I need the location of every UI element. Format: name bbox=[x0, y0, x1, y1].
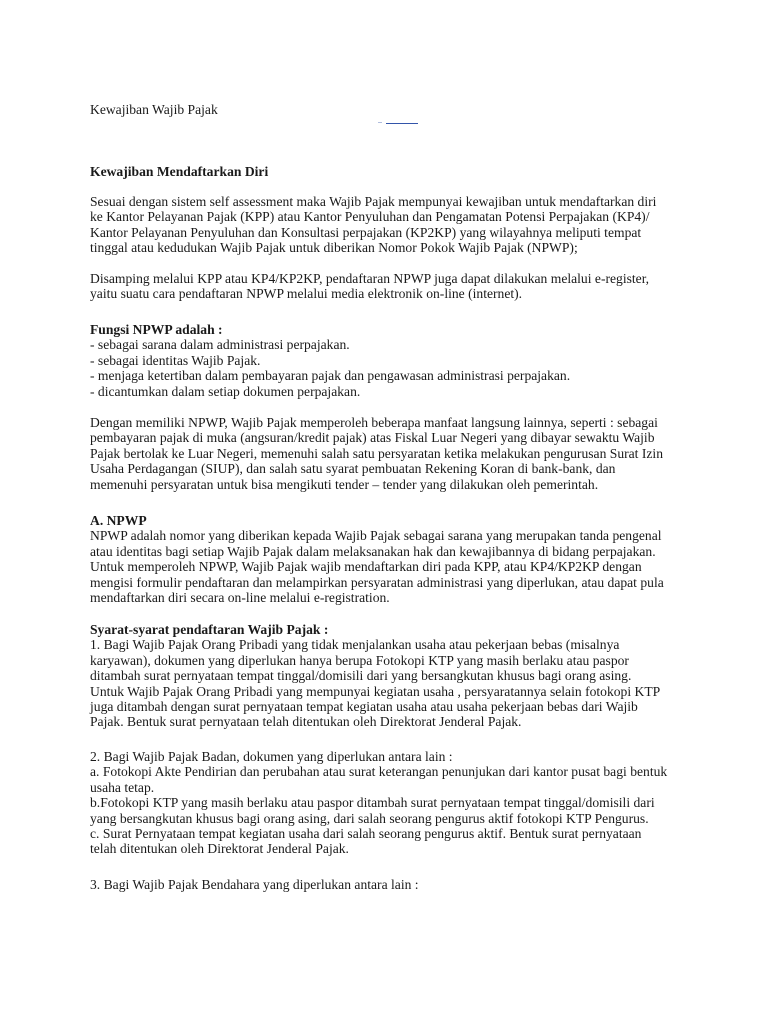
text-line: - menjaga ketertiban dalam pembayaran pajak dan pengawasan administrasi perpajakan. bbox=[90, 368, 571, 384]
text-line: usaha tetap. bbox=[90, 779, 155, 795]
text-line: a. Fotokopi Akte Pendirian dan perubahan atau surat keterangan penunjukan dari kantor pusat bagi bentuk bbox=[90, 764, 668, 780]
text-line: Usaha Perdagangan (SIUP), dan salah satu syarat pembuatan Rekening Koran di bank-bank, dan bbox=[90, 461, 616, 477]
text-line: b.Fotokopi KTP yang masih berlaku atau paspor ditambah surat pernyataan tempat tinggal/domisili dari bbox=[90, 795, 655, 811]
text-line: c. Surat Pernyataan tempat kegiatan usaha dari salah seorang pengurus aktif. Bentuk surat pernyataan bbox=[90, 826, 642, 841]
text-line: tinggal atau kedudukan Wajib Pajak untuk diberikan Nomor Pokok Wajib Pajak (NPWP); bbox=[90, 240, 578, 256]
text-line: Untuk memperoleh NPWP, Wajib Pajak wajib mendaftarkan diri pada KPP, atau KP4/KP2KP dengan bbox=[90, 559, 642, 575]
doc-title: Kewajiban Wajib Pajak bbox=[90, 102, 218, 117]
text-line: NPWP adalah nomor yang diberikan kepada Wajib Pajak sebagai sarana yang merupakan tanda pengenal bbox=[90, 528, 662, 544]
section-heading: Kewajiban Mendaftarkan Diri bbox=[90, 164, 269, 179]
text-line: - sebagai identitas Wajib Pajak. bbox=[90, 352, 261, 368]
text-line: - sebagai sarana dalam administrasi perpajakan. bbox=[90, 337, 350, 353]
text-line: Dengan memiliki NPWP, Wajib Pajak memperoleh beberapa manfaat langsung lainnya, seperti : sebagai bbox=[90, 415, 658, 430]
text-line: memenuhi persyaratan untuk bisa mengikuti tender – tender yang dilakukan oleh pemerintah. bbox=[90, 476, 599, 492]
text-line: 1. Bagi Wajib Pajak Orang Pribadi yang tidak menjalankan usaha atau pekerjaan bebas (misalnya bbox=[90, 637, 620, 653]
text-line: Untuk Wajib Pajak Orang Pribadi yang mempunyai kegiatan usaha , persyaratannya selain fotokopi KTP bbox=[90, 683, 661, 699]
text-line: yaitu suatu cara pendaftaran NPWP melalui media elektronik on-line (internet). bbox=[90, 286, 523, 302]
text-line: 3. Bagi Wajib Pajak Bendahara yang diperlukan antara lain : bbox=[90, 877, 419, 892]
link-dots: .. bbox=[378, 116, 382, 125]
section-heading: A. NPWP bbox=[90, 513, 147, 528]
text-line: Pajak. Bentuk surat pernyataan telah ditentukan oleh Direktorat Jenderal Pajak. bbox=[90, 714, 522, 730]
text-line: ditambah surat pernyataan tempat tinggal/domisili dari yang bersangkutan khusus bagi orang asing. bbox=[90, 668, 632, 684]
text-line: Pajak bertolak ke Luar Negeri, memenuhi salah satu persyaratan ketika melakukan pengurusan Surat Izin bbox=[90, 445, 663, 461]
text-line: mengisi formulir pendaftaran dan melampirkan persyaratan administrasi yang diperlukan, atau dapat pula bbox=[90, 574, 664, 590]
text-line: pembayaran pajak di muka (angsuran/kredit pajak) atas Fiskal Luar Negeri yang dibayar sewaktu Wajib bbox=[90, 430, 655, 446]
text-line: yang bersangkutan khusus bagi orang asing, dari salah seorang pengurus aktif fotokopi KTP Pengurus. bbox=[90, 810, 649, 826]
text-line: - dicantumkan dalam setiap dokumen perpajakan. bbox=[90, 383, 361, 399]
text-line: Kantor Pelayanan Penyuluhan dan Konsultasi perpajakan (KP2KP) yang wilayahnya meliputi tempat bbox=[90, 224, 642, 240]
text-line: mendaftarkan diri secara on-line melalui e-registration. bbox=[90, 590, 390, 605]
text-line: ke Kantor Pelayanan Pajak (KPP) atau Kantor Penyuluhan dan Pengamatan Potensi Perpajakan (KP4)/ bbox=[90, 209, 650, 225]
text-line: telah ditentukan oleh Direktorat Jenderal Pajak. bbox=[90, 841, 349, 857]
text-line: 2. Bagi Wajib Pajak Badan, dokumen yang diperlukan antara lain : bbox=[90, 749, 453, 764]
text-line: juga ditambah dengan surat pernyataan tempat kegiatan usaha atau usaha pekerjaan bebas dari Wajib bbox=[90, 699, 638, 714]
text-line: Sesuai dengan sistem self assessment maka Wajib Pajak mempunyai kewajiban untuk mendaftarkan diri bbox=[90, 194, 657, 209]
section-heading: Fungsi NPWP adalah : bbox=[90, 322, 223, 337]
text-line: karyawan), dokumen yang diperlukan hanya berupa Fotokopi KTP yang masih berlaku atau paspor bbox=[90, 652, 629, 668]
text-line: atau identitas bagi setiap Wajib Pajak dalam melaksanakan hak dan kewajibannya di bidang perpajakan. bbox=[90, 543, 656, 559]
inline-link[interactable] bbox=[378, 113, 418, 125]
link-underline bbox=[386, 123, 418, 124]
section-heading: Syarat-syarat pendaftaran Wajib Pajak : bbox=[90, 622, 329, 637]
text-line: Disamping melalui KPP atau KP4/KP2KP, pendaftaran NPWP juga dapat dilakukan melalui e-register, bbox=[90, 271, 650, 286]
